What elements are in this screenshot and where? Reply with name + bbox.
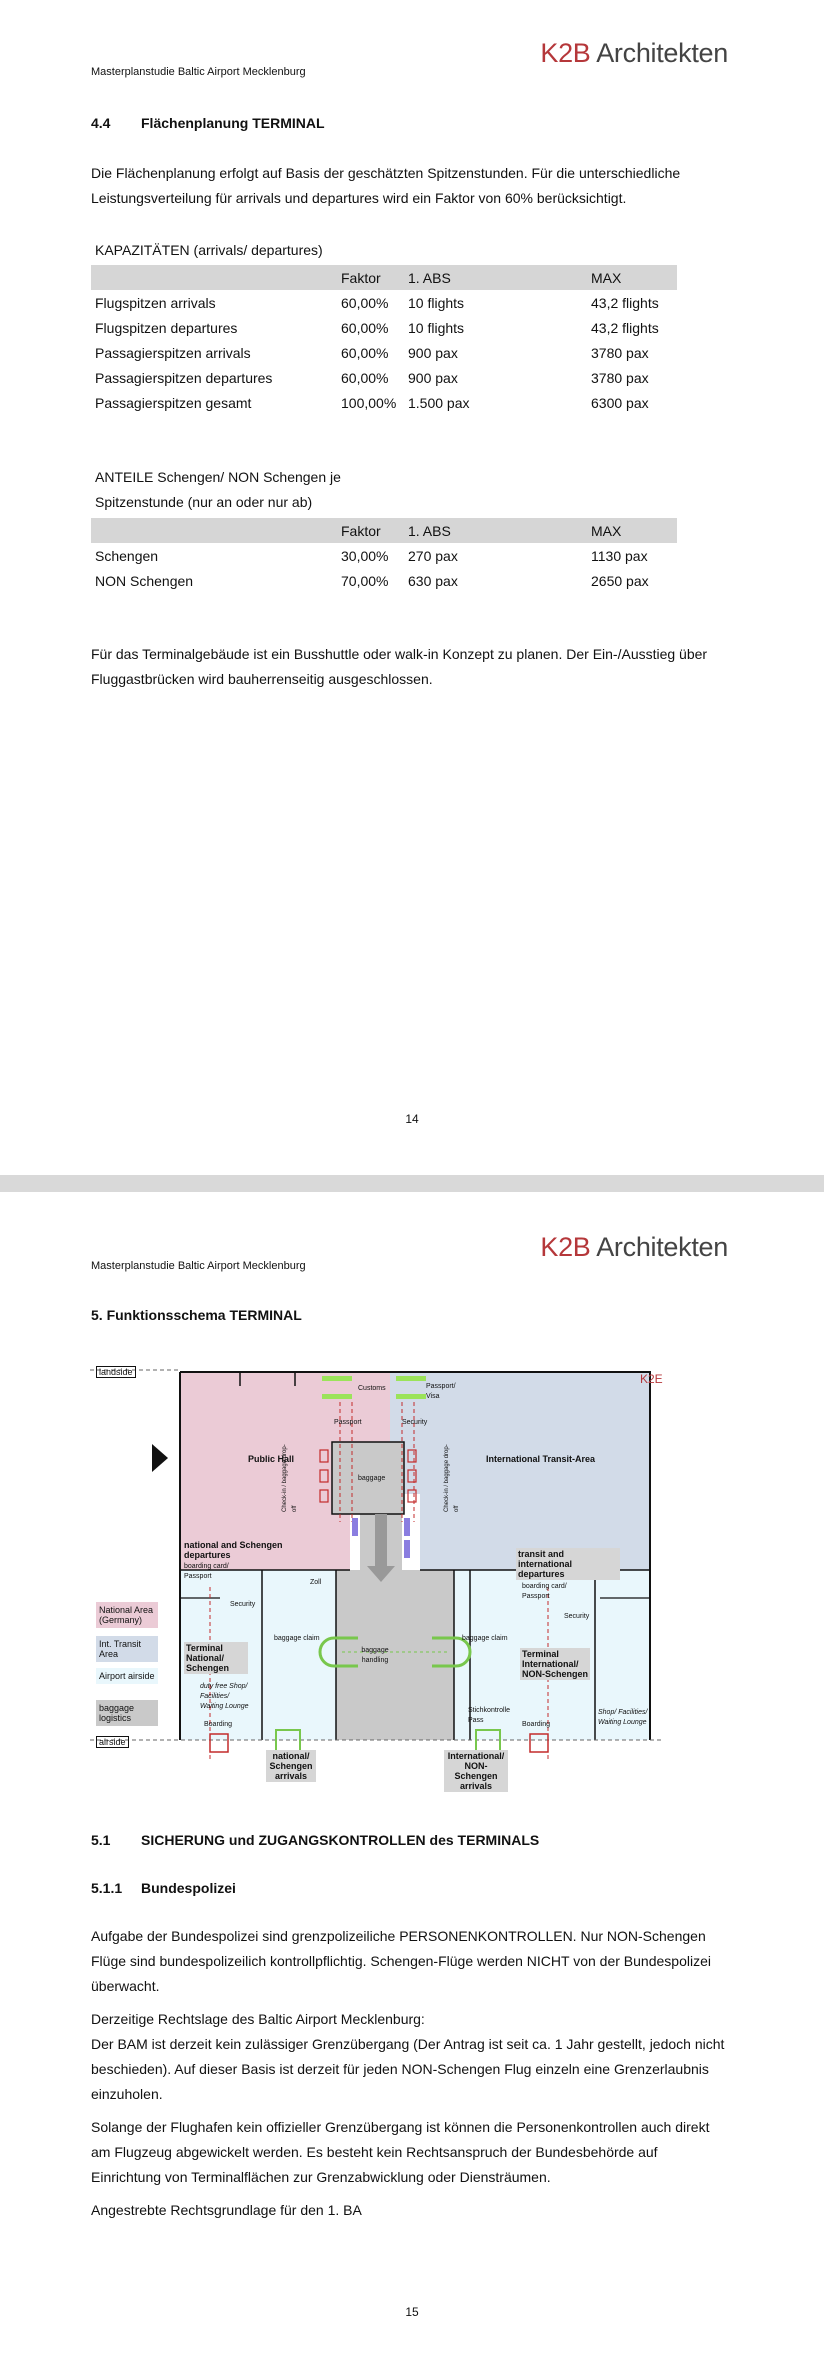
- baggage-handling-label: baggage handling: [361, 1647, 389, 1664]
- stichkontrolle-label: Stichkontrolle Pass: [468, 1707, 511, 1724]
- paragraph-bundespolizei: Aufgabe der Bundespolizei sind grenzpolizeiliche PERSONENKONTROLLEN. Nur NON-Schengen Flüge sind bundespolizeilich kontrollpflichtig. Schengen-Flüge werden NICHT von der Bundespolizei überwacht.: [91, 1928, 711, 1994]
- baggage-claim-left: baggage claim: [274, 1635, 320, 1642]
- k2b-logo: K2B Architekten: [540, 1232, 728, 1262]
- table-row: Passagierspitzen arrivals 60,00% 900 pax 3780 pax: [95, 344, 649, 361]
- baggage-label: baggage: [358, 1475, 386, 1482]
- table-header-row: Faktor 1. ABS MAX: [91, 265, 677, 290]
- international-arrivals-label: International/ NON-Schengen arrivals: [444, 1750, 508, 1792]
- table2-caption: ANTEILE Schengen/ NON Schengen je Spitzenstunde (nur an oder nur ab): [95, 469, 341, 510]
- legend-national: National Area (Germany): [96, 1602, 158, 1628]
- security-left-label: Security: [230, 1601, 256, 1608]
- table1-caption: KAPAZITÄTEN (arrivals/ departures): [95, 242, 323, 258]
- section-heading-4-4: 4.4 Flächenplanung TERMINAL: [91, 115, 325, 131]
- national-arrivals-label: national/ Schengen arrivals: [266, 1750, 316, 1782]
- baggage-logistics-fill: [336, 1570, 454, 1740]
- shops-right-label: Shop/ Facilities/ Waiting Lounge: [598, 1709, 648, 1726]
- baggage-chute: [375, 1514, 387, 1570]
- table-row: Flugspitzen arrivals 60,00% 10 flights 43,2 flights: [95, 294, 659, 311]
- passport-label: Passport: [334, 1419, 362, 1426]
- airside-label: airside: [96, 1736, 129, 1748]
- table-row: Flugspitzen departures 60,00% 10 flights 43,2 flights: [95, 319, 659, 336]
- legend-airside: Airport airside: [96, 1668, 158, 1684]
- boarding-passport-right: boarding card/ Passport: [522, 1583, 567, 1600]
- passport-visa-label: Passport/ Visa: [426, 1383, 456, 1400]
- page-number: 14: [405, 1112, 419, 1126]
- transit-area-label: International Transit-Area: [486, 1454, 596, 1464]
- legend-baggage: baggage logistics: [96, 1700, 158, 1726]
- k2b-logo: K2B Architekten: [540, 38, 728, 68]
- page-14: [0, 0, 824, 1175]
- legend-transit: Int. Transit Area: [96, 1636, 158, 1662]
- corner-logo: K2E: [640, 1372, 663, 1386]
- blue-box: [352, 1518, 358, 1536]
- table-header-row: Faktor 1. ABS MAX: [91, 518, 677, 543]
- table-row: Schengen 30,00% 270 pax 1130 pax: [95, 547, 648, 564]
- duty-free-label: duty free Shop/ Facilities/ Waiting Lounge: [200, 1683, 249, 1710]
- terminal-national-label: Terminal National/ Schengen: [184, 1642, 248, 1674]
- section-heading-5: 5. Funktionsschema TERMINAL: [91, 1307, 302, 1323]
- checkin-left-label: Check-in / baggage drop-off: [282, 1444, 298, 1512]
- intro-paragraph: Die Flächenplanung erfolgt auf Basis der geschätzten Spitzenstunden. Für die unterschiedliche Leistungsverteilung für arrivals und departures wird ein Faktor von 60% berücksichtigt.: [91, 165, 681, 206]
- terminal-international-label: Terminal International/ NON-Schengen: [522, 1649, 589, 1679]
- capacity-table: [91, 265, 677, 415]
- paragraph-rechtslage: Derzeitige Rechtslage des Baltic Airport Mecklenburg: Der BAM ist derzeit kein zulässiger Grenzübergang (Der Antrag ist seit ca. 1 Jahr gestellt, jedoch nicht beschieden). Auf dieser Basis ist derzeit für jeden NON-Schengen Flug einzeln eine Grenzerlaubnis einzuholen.: [91, 2011, 725, 2102]
- landside-label: landside: [96, 1366, 136, 1378]
- blue-box: [404, 1518, 410, 1536]
- transit-departures-label: transit and international departures: [516, 1548, 620, 1580]
- paragraph-rechtsgrundlage: Angestrebte Rechtsgrundlage für den 1. BA: [91, 2202, 362, 2218]
- national-departures-label: national and Schengen departures: [184, 1540, 283, 1560]
- table-row: Passagierspitzen departures 60,00% 900 pax 3780 pax: [95, 369, 649, 386]
- page-number: 15: [405, 2305, 419, 2319]
- boarding-left-label: Boarding: [204, 1721, 233, 1728]
- zoll-label: Zoll: [310, 1579, 322, 1586]
- boarding-right-label: Boarding: [522, 1721, 551, 1728]
- baggage-claim-right: baggage claim: [462, 1635, 508, 1642]
- blue-box: [404, 1540, 410, 1558]
- security-label: Security: [402, 1419, 428, 1426]
- security-right-label: Security: [564, 1613, 590, 1620]
- outro-paragraph: Für das Terminalgebäude ist ein Busshuttle oder walk-in Konzept zu planen. Der Ein-/Ausstieg über Fluggastbrücken wird bauherrenseitig ausgeschlossen.: [91, 646, 708, 687]
- customs-label: Customs: [358, 1385, 386, 1392]
- terminal-function-diagram: [90, 1342, 664, 1791]
- schengen-share-table: [91, 518, 677, 593]
- section-heading-5-1-1: 5.1.1 Bundespolizei: [91, 1880, 236, 1896]
- entrance-arrow: [152, 1444, 168, 1472]
- public-hall-label: Public Hall: [248, 1454, 295, 1464]
- header-title: Masterplanstudie Baltic Airport Mecklenburg: [91, 66, 306, 78]
- header-title: Masterplanstudie Baltic Airport Mecklenburg: [91, 1260, 306, 1272]
- paragraph-grenzuebergang: Solange der Flughafen kein offizieller Grenzübergang ist können die Personenkontrollen auch direkt am Flugzeug abgewickelt werden. Es besteht kein Rechtsanspruch der Bundesbehörde auf Einrichtung von Terminalflächen zur Grenzabwicklung oder Diensträumen.: [91, 2119, 710, 2185]
- checkin-right-label: Check-in / baggage drop-off: [444, 1444, 460, 1512]
- page-15: [0, 1192, 824, 2360]
- section-heading-5-1: 5.1 SICHERUNG und ZUGANGSKONTROLLEN des TERMINALS: [91, 1832, 540, 1848]
- table-row: NON Schengen 70,00% 630 pax 2650 pax: [95, 572, 649, 589]
- boarding-passport-left: boarding card/ Passport: [184, 1563, 229, 1580]
- table-row: Passagierspitzen gesamt 100,00% 1.500 pax 6300 pax: [95, 394, 649, 411]
